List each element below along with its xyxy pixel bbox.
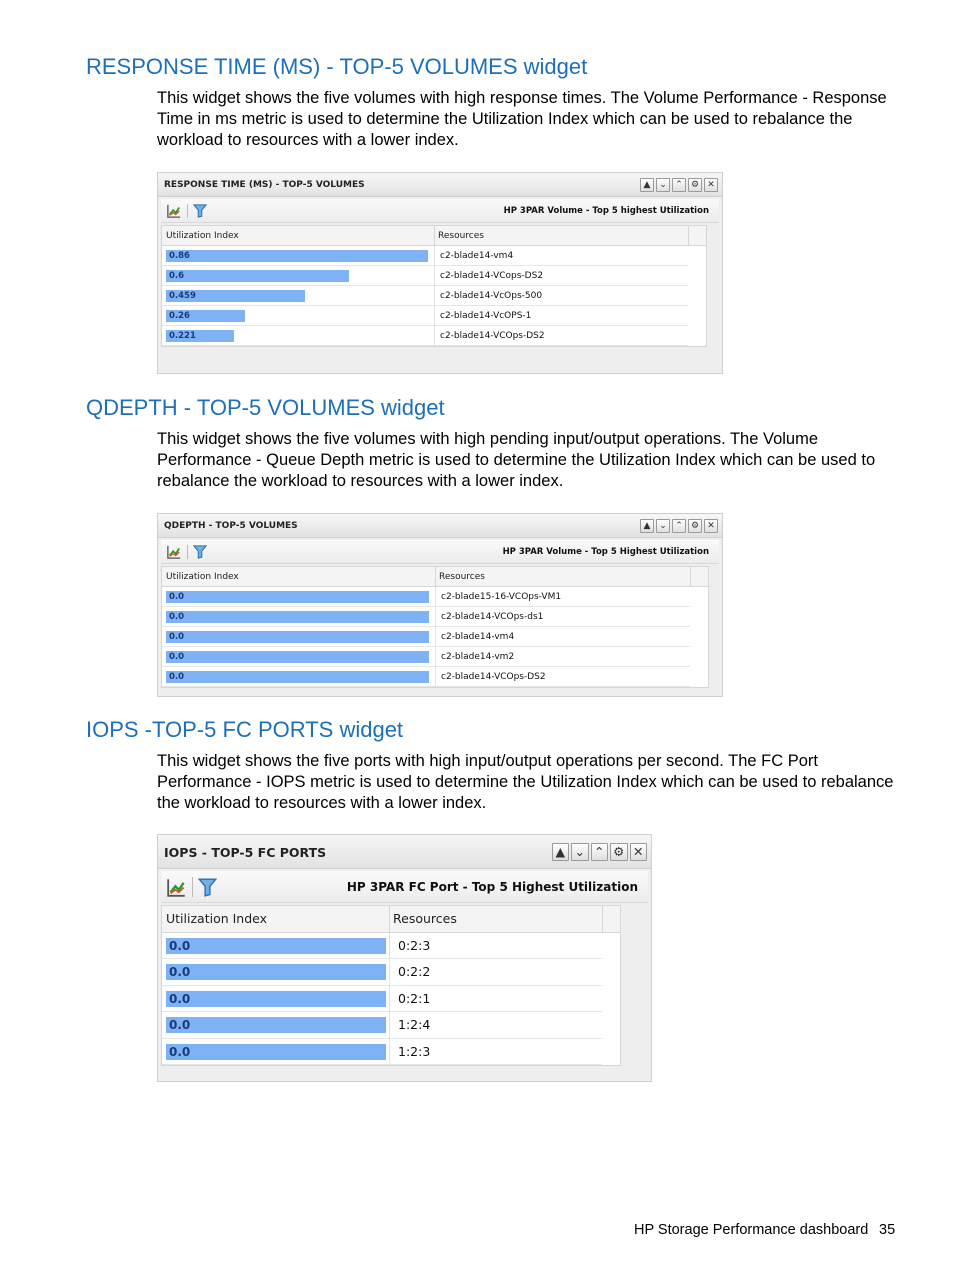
table-row[interactable] (162, 587, 690, 607)
maximize-icon: ⌃ (675, 179, 683, 190)
collapse-up-button[interactable] (552, 843, 570, 861)
table-row[interactable] (162, 306, 688, 326)
utilization-value: 0.26 (169, 311, 190, 321)
utilization-bar (166, 250, 428, 262)
utilization-value: 0.0 (169, 991, 191, 1006)
maximize-button[interactable] (672, 178, 686, 192)
settings-icon: ⚙ (690, 520, 700, 531)
collapse-up-icon: ▲ (643, 179, 651, 190)
resource-name[interactable]: 0:2:2 (398, 964, 431, 979)
column-divider (434, 306, 435, 326)
utilization-table (161, 566, 709, 688)
column-header-resources[interactable]: Resources (439, 572, 485, 582)
table-row[interactable] (162, 246, 688, 266)
response-time-widget (157, 172, 723, 374)
column-divider (434, 266, 435, 286)
settings-button[interactable] (688, 178, 702, 192)
resource-name[interactable]: 1:2:3 (398, 1043, 431, 1059)
filter-icon[interactable] (193, 545, 207, 559)
column-header-utilization-index[interactable]: Utilization Index (166, 231, 239, 241)
column-divider (389, 986, 390, 1013)
close-icon: ✕ (707, 520, 715, 531)
resource-name[interactable]: c2-blade15-16-VCOps-VM1 (441, 592, 562, 602)
resource-name[interactable]: c2-blade14-vm4 (440, 251, 514, 261)
utilization-value: 0.0 (169, 1018, 191, 1032)
widget-header (158, 514, 722, 538)
filter-icon[interactable] (198, 878, 217, 897)
utilization-bar (166, 938, 386, 954)
column-divider (435, 627, 436, 647)
expand-down-button[interactable] (571, 843, 589, 861)
utilization-bar (166, 651, 429, 663)
toolbar-separator (192, 877, 193, 896)
column-divider (389, 1039, 390, 1066)
utilization-value: 0.6 (169, 271, 185, 281)
collapse-up-button[interactable] (640, 178, 654, 192)
utilization-value: 0.0 (169, 938, 191, 953)
widget-window-buttons (638, 178, 718, 192)
resource-name[interactable]: c2-blade14-vm2 (441, 652, 515, 662)
utilization-value: 0.459 (169, 291, 196, 301)
column-divider (435, 607, 436, 627)
table-row[interactable] (162, 1039, 602, 1066)
utilization-table (161, 905, 621, 1066)
page-number: 35 (879, 1222, 896, 1238)
table-row[interactable] (162, 326, 688, 346)
column-divider (389, 906, 390, 933)
resource-name[interactable]: 0:2:3 (398, 937, 431, 953)
column-divider (690, 567, 691, 587)
maximize-button[interactable] (672, 519, 686, 533)
widget-subtitle: HP 3PAR Volume - Top 5 highest Utilization (503, 205, 709, 216)
column-divider (389, 959, 390, 986)
column-divider (434, 226, 435, 246)
table-header-row (162, 567, 708, 587)
utilization-bar (166, 1017, 386, 1033)
section-body-response-time: This widget shows the five volumes with high response times. The Volume Performance - Response Time in ms metric is used to determine the Utilization Index which can be used to rebalance the workload to resources with a lower index. (157, 89, 887, 149)
utilization-value: 0.0 (169, 672, 185, 682)
utilization-value: 0.86 (169, 251, 190, 261)
footer-label: HP Storage Performance dashboard (634, 1222, 869, 1238)
close-button[interactable] (704, 178, 718, 192)
chart-icon[interactable] (167, 545, 181, 559)
utilization-value: 0.221 (169, 331, 196, 341)
section-title-response-time: RESPONSE TIME (MS) - TOP-5 VOLUMES widget (86, 54, 588, 79)
table-row[interactable] (162, 1012, 602, 1039)
resource-name[interactable]: 1:2:4 (398, 1017, 431, 1032)
utilization-value: 0.0 (169, 965, 191, 979)
expand-down-icon: ⌄ (659, 179, 667, 190)
widget-window-buttons (638, 519, 718, 533)
maximize-icon: ⌃ (594, 843, 605, 859)
filter-icon[interactable] (193, 204, 207, 218)
table-row[interactable] (162, 667, 690, 687)
settings-icon: ⚙ (690, 179, 700, 190)
column-header-utilization-index[interactable]: Utilization Index (166, 572, 239, 582)
utilization-bar (166, 631, 429, 643)
settings-button[interactable] (610, 843, 628, 861)
widget-header (158, 835, 651, 869)
resource-name[interactable]: c2-blade14-vm4 (441, 632, 515, 642)
table-row[interactable] (162, 266, 688, 286)
widget-header (158, 173, 722, 197)
column-divider (435, 587, 436, 607)
table-header-row (162, 226, 706, 246)
column-divider (434, 246, 435, 266)
column-header-resources[interactable]: Resources (438, 231, 484, 241)
table-row[interactable] (162, 286, 688, 306)
collapse-up-icon: ▲ (643, 520, 651, 531)
column-header-resources[interactable]: Resources (393, 911, 457, 926)
column-divider (688, 226, 689, 246)
table-row[interactable] (162, 647, 690, 667)
utilization-bar (166, 270, 349, 282)
utilization-bar (166, 991, 386, 1007)
toolbar-separator (187, 204, 188, 218)
resource-name[interactable]: c2-blade14-VcOPS-1 (440, 311, 532, 321)
expand-down-button[interactable] (656, 178, 670, 192)
widget-title: IOPS - TOP-5 FC PORTS (164, 844, 327, 860)
utilization-value: 0.0 (169, 592, 185, 602)
settings-icon: ⚙ (613, 843, 625, 859)
table-row[interactable] (162, 933, 602, 960)
table-row[interactable] (162, 959, 602, 986)
utilization-bar (166, 1044, 386, 1060)
section-title-iops: IOPS -TOP-5 FC PORTS widget (86, 717, 404, 742)
section-title-qdepth: QDEPTH - TOP-5 VOLUMES widget (86, 395, 445, 420)
resource-name[interactable]: c2-blade14-VCOps-ds1 (441, 612, 544, 622)
table-row[interactable] (162, 607, 690, 627)
qdepth-widget (157, 513, 723, 697)
chart-icon[interactable] (167, 204, 181, 218)
utilization-value: 0.0 (169, 632, 185, 642)
utilization-bar (166, 591, 429, 603)
chart-icon[interactable] (167, 878, 186, 897)
maximize-button[interactable] (591, 843, 609, 861)
resource-name[interactable]: c2-blade14-VCops-DS2 (440, 271, 544, 281)
close-icon: ✕ (633, 843, 644, 859)
widget-subtitle: HP 3PAR FC Port - Top 5 Highest Utilization (346, 880, 638, 894)
settings-button[interactable] (688, 519, 702, 533)
expand-down-icon: ⌄ (659, 520, 667, 531)
maximize-icon: ⌃ (675, 520, 683, 531)
widget-toolbar (161, 199, 719, 223)
column-divider (435, 667, 436, 687)
expand-down-icon: ⌄ (574, 843, 585, 859)
resource-name[interactable]: c2-blade14-VcOps-500 (440, 291, 543, 301)
resource-name[interactable]: 0:2:1 (398, 990, 431, 1006)
widget-subtitle: HP 3PAR Volume - Top 5 Highest Utilization (502, 546, 709, 557)
widget-title: QDEPTH - TOP-5 VOLUMES (164, 520, 298, 531)
column-divider (434, 326, 435, 346)
section-body-qdepth: This widget shows the five volumes with high pending input/output operations. The Volume Performance - Queue Depth metric is used to determine the Utilization Index which can be used to rebalance the workload to resources with a lower index. (157, 430, 876, 490)
widget-toolbar (161, 540, 719, 564)
column-header-utilization-index[interactable]: Utilization Index (166, 911, 268, 926)
close-button[interactable] (630, 843, 648, 861)
column-divider (389, 933, 390, 960)
collapse-up-icon: ▲ (555, 843, 566, 859)
column-divider (602, 906, 603, 933)
utilization-table (161, 225, 707, 347)
widget-toolbar (161, 871, 648, 903)
collapse-up-button[interactable] (640, 519, 654, 533)
widget-title: RESPONSE TIME (MS) - TOP-5 VOLUMES (164, 179, 365, 190)
close-icon: ✕ (707, 179, 715, 190)
utilization-bar (166, 611, 429, 623)
widget-window-buttons (550, 843, 648, 861)
section-body-iops: This widget shows the five ports with high input/output operations per second. The FC Port Performance - IOPS metric is used to determine the Utilization Index which can be used to rebalance the workload to resources with a lower index. (157, 752, 894, 812)
column-divider (434, 286, 435, 306)
table-row[interactable] (162, 986, 602, 1013)
utilization-value: 0.0 (169, 612, 185, 622)
resource-name[interactable]: c2-blade14-VCOps-DS2 (440, 331, 545, 341)
toolbar-separator (187, 545, 188, 559)
resource-name[interactable]: c2-blade14-VCOps-DS2 (441, 672, 546, 682)
utilization-value: 0.0 (169, 652, 185, 662)
close-button[interactable] (704, 519, 718, 533)
utilization-bar (166, 964, 386, 980)
iops-fc-ports-widget (157, 834, 652, 1082)
column-divider (435, 567, 436, 587)
utilization-value: 0.0 (169, 1044, 191, 1059)
table-row[interactable] (162, 627, 690, 647)
utilization-bar (166, 671, 429, 683)
column-divider (389, 1012, 390, 1039)
expand-down-button[interactable] (656, 519, 670, 533)
column-divider (435, 647, 436, 667)
table-header-row (162, 906, 620, 933)
